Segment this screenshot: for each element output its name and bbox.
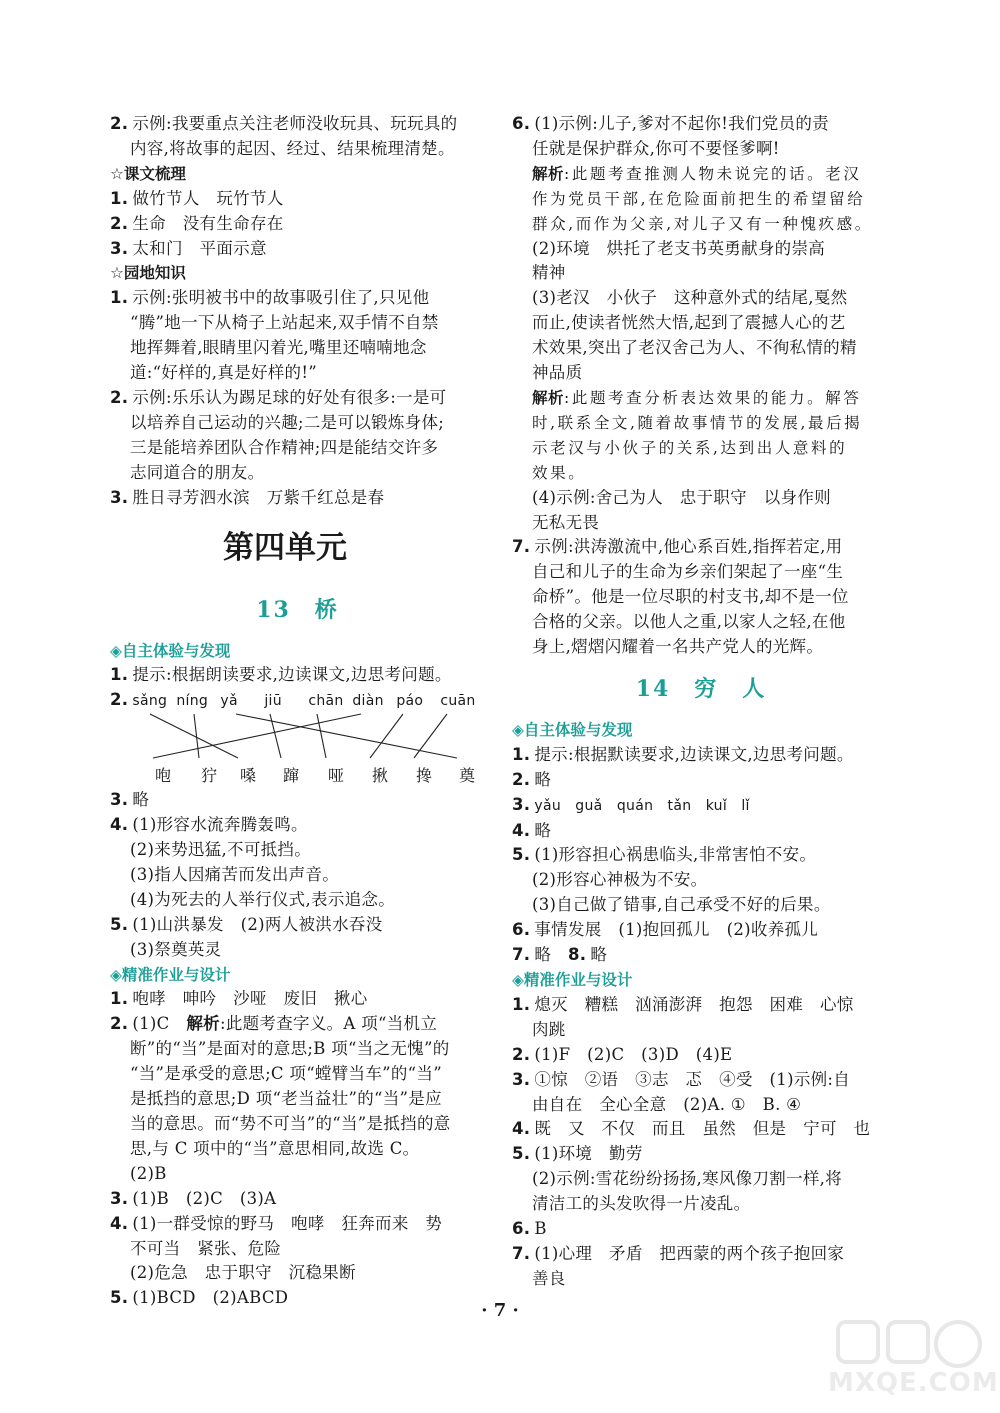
answer-line	[110, 1237, 485, 1262]
item-number: 8.	[567, 945, 587, 965]
item-text: (1)环境 勤劳	[534, 1144, 643, 1164]
answer-line	[512, 768, 890, 793]
item-text: 肉跳	[532, 1019, 566, 1039]
explanation-line	[512, 386, 890, 411]
item-text: 示例:洪涛激流中,他心系百姓,指挥若定,用	[534, 537, 843, 557]
item-number: 3.	[110, 790, 129, 810]
item-number: 1.	[110, 665, 129, 685]
item-text: “腾”地一下从椅子上站起来,双手情不自禁	[130, 313, 439, 333]
answer-line	[512, 843, 890, 868]
item-text: 命桥”。他是一位尽职的村支书,却不是一位	[532, 587, 849, 607]
item-text: (2)来势迅猛,不可抵挡。	[130, 840, 312, 860]
item-text: 略	[534, 769, 552, 789]
answer-line: 当的意思。而“势不可当”的“当”是抵挡的意	[130, 1114, 451, 1133]
item-text: 胜日寻芳泗水滨 万紫千红总是春	[132, 487, 385, 507]
matching-line	[150, 714, 238, 758]
answer-line	[512, 1242, 890, 1267]
section-heading-self-study: ◈自主体验与发现	[512, 720, 633, 739]
item-text: (1)B (2)C (3)A	[132, 1188, 277, 1208]
answer-line	[512, 893, 890, 918]
explanation-text: 效果。	[532, 463, 587, 482]
matching-lines	[110, 712, 485, 764]
pinyin-syllable: yǎ	[220, 693, 238, 710]
pinyin-syllable: chān	[308, 693, 344, 710]
explanation-label: 解析	[532, 388, 565, 407]
answer-line	[110, 411, 485, 436]
answer-line	[512, 793, 890, 819]
item-number: 2.	[110, 387, 129, 407]
item-text: 示例:我要重点关注老师没收玩具、玩玩具的	[132, 114, 458, 133]
item-text: 自己和儿子的生命为乡亲们架起了一座“生	[532, 562, 844, 582]
right-column	[512, 112, 890, 1292]
pinyin-syllable: jiū	[264, 693, 282, 710]
answer-line: (2)B	[130, 1163, 167, 1183]
hanzi-char: 奠	[459, 766, 476, 786]
item-text: (2)形容心神极为不安。	[532, 870, 708, 890]
item-text: 生命 没有生命存在	[132, 213, 284, 233]
item-number: 3.	[512, 794, 531, 814]
answer-line	[110, 286, 485, 311]
item-text: (3)自己做了错事,自己承受不好的后果。	[532, 895, 831, 915]
watermark-text: MXQE.COM	[828, 1368, 999, 1398]
explanation-text: 示老汉与小伙子的关系,达到出人意料的	[532, 438, 848, 457]
answer-line	[110, 913, 485, 938]
item-number: 2.	[512, 1044, 531, 1064]
answer-line	[512, 635, 890, 660]
item-number: 2.	[110, 114, 129, 133]
item-text: 地挥舞着,眼睛里闪着光,嘴里还喃喃地念	[130, 338, 427, 358]
answer-line: 断”的“当”是面对的意思;B 项“当之无愧”的	[130, 1039, 450, 1059]
pinyin-answers: yǎu guǎ quán tǎn kuǐ lǐ	[534, 797, 750, 814]
pinyin-syllable: páo	[396, 693, 424, 710]
section-heading-self-study: ◈自主体验与发现	[110, 641, 231, 660]
item-text: 提示:根据默读要求,边读课文,边思考问题。	[534, 744, 854, 764]
answer-line	[110, 788, 485, 813]
item-text: (4)为死去的人举行仪式,表示追念。	[130, 889, 396, 909]
item-text: 善良	[532, 1268, 566, 1288]
item-text: 略	[590, 945, 608, 965]
item-text: :此题考查字义。A 项“当机立	[219, 1014, 438, 1034]
pinyin-syllable: cuān	[440, 693, 476, 710]
item-text: (1)BCD (2)ABCD	[132, 1288, 289, 1308]
item-number: 6.	[512, 920, 531, 940]
answer-line: (4)示例:舍己为人 忠于职守 以身作则	[532, 487, 831, 507]
answer-line	[512, 112, 890, 137]
answer-line	[512, 993, 890, 1018]
explanation-line	[512, 461, 890, 486]
answer-line	[512, 1167, 890, 1192]
answer-line	[512, 560, 890, 585]
item-number: 1.	[110, 188, 129, 208]
item-number: 1.	[110, 989, 129, 1009]
item-text: 清洁工的头发吹得一片凌乱。	[532, 1194, 751, 1214]
answer-line	[512, 868, 890, 893]
item-text: 略	[132, 790, 150, 810]
answer-line	[110, 237, 485, 262]
answer-line	[512, 743, 890, 768]
answer-line: 精神	[532, 263, 566, 283]
answer-line: (3)老汉 小伙子 这种意外式的结尾,戛然	[532, 288, 848, 308]
explanation-text: 作为党员干部,在危险面前把生的希望留给	[532, 189, 866, 208]
answer-line	[110, 863, 485, 888]
answer-line	[512, 943, 890, 968]
answer-line	[110, 361, 485, 386]
item-number: 3.	[512, 1069, 531, 1089]
answer-line	[110, 336, 485, 361]
item-text: 略	[534, 820, 552, 840]
item-number: 5.	[110, 1288, 129, 1308]
item-number: 3.	[110, 238, 129, 258]
answer-line	[512, 535, 890, 560]
matching-line	[270, 714, 281, 758]
answer-line: 而止,使读者恍然大悟,起到了震撼人心的艺	[532, 313, 846, 333]
answer-line: 神品质	[532, 363, 583, 383]
answer-line	[512, 610, 890, 635]
answer-line	[512, 1068, 890, 1093]
match-pinyin-line	[110, 688, 485, 714]
answer-line	[512, 1093, 890, 1118]
explanation-line	[512, 187, 890, 212]
section-heading-yuandi: ☆园地知识	[110, 264, 186, 283]
explanation-line	[512, 162, 890, 187]
matching-line	[153, 714, 361, 758]
answer-line	[110, 663, 485, 688]
item-number: 4.	[512, 820, 531, 840]
item-number: 7.	[512, 945, 531, 965]
answer-line	[110, 436, 485, 461]
item-text: 略	[534, 945, 568, 965]
item-text: 提示:根据朗读要求,边读课文,边思考问题。	[132, 665, 452, 685]
answer-line	[512, 1217, 890, 1242]
answer-line	[110, 838, 485, 863]
answer-line: 是抵挡的意思;D 项“老当益壮”的“当”是应	[130, 1089, 442, 1109]
watermark-logo	[808, 1318, 999, 1410]
item-text: 熄灭 糟糕 汹涌澎湃 抱怨 困难 心惊	[534, 994, 854, 1014]
item-text: (3)祭奠英灵	[130, 939, 222, 959]
hanzi-char: 蹿	[283, 766, 300, 786]
answer-line	[110, 212, 485, 237]
item-text: (3)指人因痛苦而发出声音。	[130, 864, 340, 884]
item-text: 内容,将故事的起因、经过、结果梳理清楚。	[130, 138, 455, 158]
item-number: 5.	[110, 914, 129, 934]
item-text: 示例:张明被书中的故事吸引住了,只见他	[132, 288, 430, 308]
pinyin-syllable: diàn	[352, 693, 384, 710]
answer-line	[512, 1018, 890, 1043]
item-number: 2.	[110, 213, 129, 233]
pinyin-syllable: níng	[176, 693, 209, 710]
lesson-14-title: 14 穷 人	[635, 675, 767, 702]
item-number: 7.	[512, 1243, 531, 1263]
item-number: 1.	[512, 744, 531, 764]
answer-line	[110, 888, 485, 913]
item-number: 6.	[512, 1219, 531, 1239]
item-number: 3.	[110, 1188, 129, 1208]
item-number: 4.	[110, 815, 129, 835]
answer-line: “当”是承受的意思;C 项“螳臂当车”的“当”	[130, 1064, 442, 1084]
item-text: 示例:乐乐认为踢足球的好处有很多:一是可	[132, 387, 447, 407]
item-text: 身上,熠熠闪耀着一名共产党人的光辉。	[532, 637, 824, 657]
hanzi-char: 嗓	[240, 766, 257, 786]
answer-line	[110, 187, 485, 212]
answer-line	[110, 1261, 485, 1286]
answer-line: (2)环境 烘托了老支书英勇献身的崇高	[532, 238, 826, 258]
answer-line	[512, 1043, 890, 1068]
item-number: 1.	[512, 994, 531, 1014]
answer-line	[110, 1212, 485, 1237]
answer-line	[110, 987, 485, 1012]
item-number: 7.	[512, 537, 531, 557]
item-text: 既 又 不仅 而且 虽然 但是 宁可 也	[534, 1119, 871, 1139]
answer-line	[110, 813, 485, 838]
hanzi-char: 搀	[416, 766, 433, 786]
explanation-label: 解析	[186, 1014, 220, 1034]
matching-line	[370, 714, 403, 758]
item-text: (1)C	[132, 1014, 187, 1034]
answer-line	[110, 1187, 485, 1212]
item-text: 以培养自己运动的兴趣;二是可以锻炼身体;	[130, 412, 445, 432]
answer-line	[110, 311, 485, 336]
explanation-label: 解析	[532, 164, 565, 183]
item-text: B	[534, 1219, 547, 1239]
item-text: 事情发展 (1)抱回孤儿 (2)收养孤儿	[534, 920, 819, 940]
answer-line	[512, 918, 890, 943]
item-text: (2)危急 忠于职守 沉稳果断	[130, 1263, 356, 1283]
hanzi-char: 揪	[372, 766, 389, 786]
item-number: 6.	[512, 114, 531, 133]
item-text: (1)示例:儿子,爹对不起你!我们党员的责	[534, 114, 829, 133]
answer-line	[110, 112, 485, 137]
matching-line	[414, 714, 447, 758]
item-text: ①惊 ②语 ③志 忑 ④受 (1)示例:自	[534, 1069, 851, 1089]
answer-line	[512, 1192, 890, 1217]
answer-line	[110, 386, 485, 411]
item-text: (1)心理 矛盾 把西蒙的两个孩子抱回家	[534, 1243, 845, 1263]
explanation-text: :此题考查分析表达效果的能力。解答	[564, 388, 862, 407]
matching-line	[236, 714, 457, 758]
item-number: 2.	[110, 690, 129, 710]
answer-line	[512, 1267, 890, 1292]
answer-line	[512, 1142, 890, 1167]
item-text: 咆哮 呻吟 沙哑 废旧 揪心	[132, 989, 368, 1009]
left-column	[110, 112, 485, 1311]
item-text: 太和门 平面示意	[132, 238, 267, 258]
item-number: 1.	[110, 288, 129, 308]
item-number: 4.	[512, 1119, 531, 1139]
answer-line	[512, 1117, 890, 1142]
answer-line: 思,与 C 项中的“当”意思相同,故选 C。	[130, 1138, 420, 1158]
pinyin-syllable: sǎng	[132, 693, 168, 710]
item-text: 合格的父亲。以他人之重,以家人之轻,在他	[532, 612, 846, 632]
answer-line	[110, 486, 485, 511]
answer-line	[512, 819, 890, 844]
item-text: 志同道合的朋友。	[130, 462, 265, 482]
answer-line	[110, 461, 485, 486]
item-text: 三是能培养团队合作精神;四是能结交许多	[130, 437, 439, 457]
answer-line	[110, 1012, 485, 1037]
item-number: 2.	[512, 769, 531, 789]
matching-line	[317, 714, 326, 758]
pinyin-row	[132, 693, 484, 709]
hanzi-char: 哑	[328, 766, 345, 786]
explanation-line	[512, 411, 890, 436]
hanzi-char: 狞	[201, 766, 218, 786]
item-text: 道:“好样的,真是好样的!”	[130, 363, 318, 383]
explanation-text: 群众,而作为父亲,对儿子又有一种愧疚感。	[532, 214, 873, 233]
answer-line	[512, 585, 890, 610]
answer-line: 无私无畏	[532, 512, 600, 532]
hanzi-char: 咆	[155, 766, 172, 786]
item-number: 3.	[110, 487, 129, 507]
item-number: 2.	[110, 1014, 129, 1034]
lesson-13-title: 13 桥	[256, 596, 339, 623]
item-text: (2)示例:雪花纷纷扬扬,寒风像刀割一样,将	[532, 1169, 843, 1189]
item-text: 任就是保护群众,你可不要怪爹啊!	[532, 138, 780, 158]
page-number: · 7 ·	[481, 1300, 519, 1321]
explanation-text: 时,联系全文,随着故事情节的发展,最后揭	[532, 413, 863, 432]
item-number: 4.	[110, 1213, 129, 1233]
item-text: (1)一群受惊的野马 咆哮 狂奔而来 势	[132, 1213, 443, 1233]
section-heading-kewen: ☆课文梳理	[110, 164, 186, 183]
item-text: (1)F (2)C (3)D (4)E	[534, 1044, 733, 1064]
item-text: (1)形容水流奔腾轰鸣。	[132, 815, 308, 835]
item-number: 5.	[512, 845, 531, 865]
item-text: (1)形容担心祸患临头,非常害怕不安。	[534, 845, 817, 865]
item-text: 由自在 全心全意 (2)A. ① B. ④	[532, 1094, 802, 1114]
explanation-line	[512, 212, 890, 237]
section-heading-practice: ◈精准作业与设计	[110, 965, 231, 984]
answer-line	[110, 137, 485, 162]
item-number: 5.	[512, 1144, 531, 1164]
answer-line	[110, 938, 485, 963]
item-text: 不可当 紧张、危险	[130, 1238, 282, 1258]
section-heading-practice: ◈精准作业与设计	[512, 971, 633, 989]
answer-line: 术效果,突出了老汉舍己为人、不徇私情的精	[532, 338, 857, 358]
explanation-text: :此题考查推测人物未说完的话。老汉	[564, 164, 862, 183]
matching-exercise	[110, 712, 485, 788]
item-text: (1)山洪暴发 (2)两人被洪水吞没	[132, 914, 383, 934]
unit-title: 第四单元	[223, 529, 347, 566]
explanation-line	[512, 436, 890, 461]
answer-line	[512, 137, 890, 162]
item-text: 做竹节人 玩竹节人	[132, 188, 284, 208]
